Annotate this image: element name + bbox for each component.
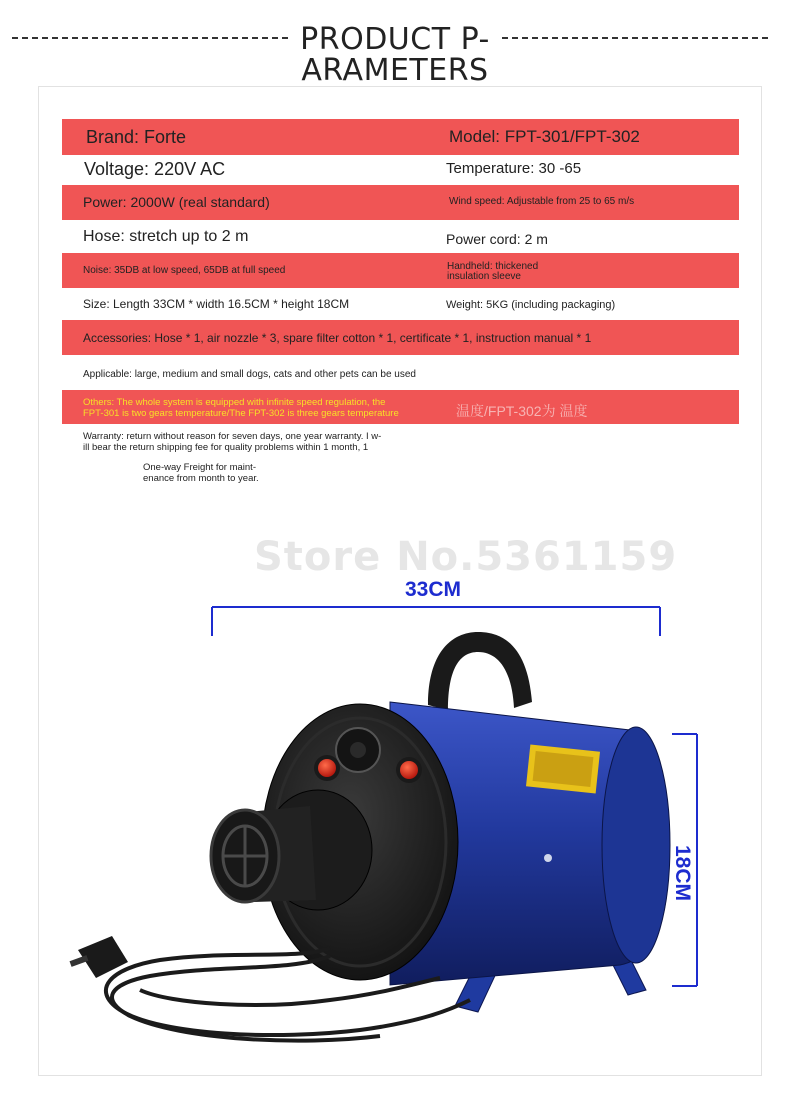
height-dimension-label: 18CM	[671, 845, 694, 902]
handle	[428, 632, 532, 710]
param-wind-speed: Wind speed: Adjustable from 25 to 65 m/s	[449, 196, 635, 207]
width-dimension-label: 33CM	[405, 578, 462, 601]
param-temperature: Temperature: 30 -65	[446, 160, 582, 177]
body-end-cap	[602, 727, 670, 963]
plug-pin	[70, 955, 89, 967]
switch-right-rocker	[400, 761, 418, 779]
param-accessories: Accessories: Hose * 1, air nozzle * 3, spare filter cotton * 1, certificate * 1, instruction manual * 1	[83, 331, 592, 345]
param-power: Power: 2000W (real standard)	[83, 194, 270, 210]
page-title-line2: ARAMETERS	[301, 53, 489, 88]
param-voltage: Voltage: 220V AC	[84, 159, 226, 179]
param-weight: Weight: 5KG (including packaging)	[446, 299, 616, 311]
param-handheld-line1: Handheld: thickened	[447, 261, 539, 272]
switch-left-rocker	[318, 759, 336, 777]
param-others-faded: 温度/FPT-302为 温度	[456, 403, 588, 419]
param-others-line1: Others: The whole system is equipped with infinite speed regulation, the	[83, 397, 386, 408]
param-freight-line1: One-way Freight for maint-	[143, 462, 256, 473]
param-warranty-line2: ill bear the return shipping fee for quality problems within 1 month, 1	[83, 442, 369, 453]
param-power-cord: Power cord: 2 m	[446, 231, 548, 247]
param-noise: Noise: 35DB at low speed, 65DB at full speed	[83, 265, 286, 276]
param-model: Model: FPT-301/FPT-302	[449, 127, 640, 146]
param-brand: Brand: Forte	[86, 127, 187, 147]
warning-label-inner	[533, 751, 594, 787]
body-screw	[544, 854, 552, 862]
param-applicable: Applicable: large, medium and small dogs, cats and other pets can be used	[83, 369, 416, 380]
param-hose: Hose: stretch up to 2 m	[83, 228, 249, 245]
speed-knob-center	[350, 742, 366, 758]
nozzle-grille	[223, 826, 267, 886]
param-warranty-line1: Warranty: return without reason for seven days, one year warranty. I w-	[83, 431, 382, 442]
page-title-line1: PRODUCT P-	[300, 22, 490, 57]
param-size: Size: Length 33CM * width 16.5CM * height 18CM	[83, 297, 350, 311]
param-handheld-line2: insulation sleeve	[447, 271, 521, 282]
store-watermark: Store No.5361159	[254, 534, 678, 580]
param-others-line2: FPT-301 is two gears temperature/The FPT-302 is three gears temperature	[83, 408, 399, 419]
param-freight-line2: enance from month to year.	[143, 473, 259, 484]
